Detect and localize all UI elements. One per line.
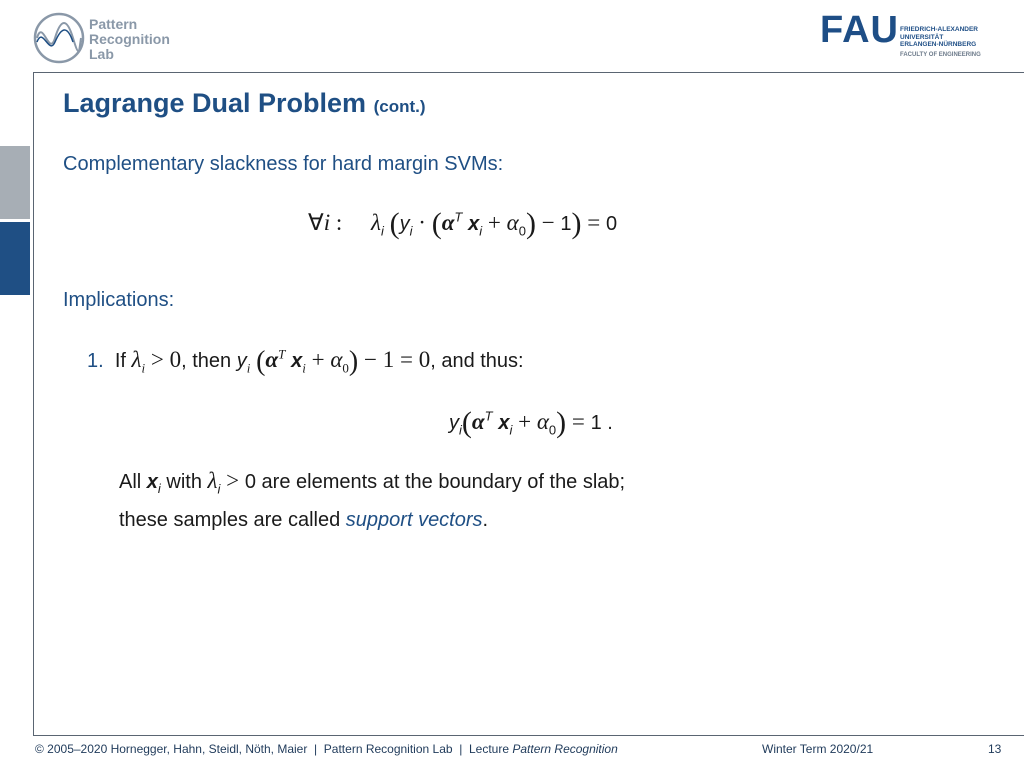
complementary-slackness-heading: Complementary slackness for hard margin SVMs: <box>63 153 504 175</box>
footer-lecture-name: Pattern Recognition <box>512 742 618 756</box>
pattern-recognition-lab-logo <box>33 12 193 68</box>
lambda-positive-condition: $\lambda_i > 0$ <box>131 347 182 376</box>
frame-bottom-rule <box>33 735 1024 736</box>
side-tab-grey <box>0 146 30 219</box>
lab-logo-text: Pattern Recognition Lab <box>89 16 170 62</box>
lambda-positive-symbol: $\lambda_i$ > <box>207 468 245 497</box>
complementary-slackness-equation: ∀i : $\lambda_i$ ($y_i \cdot (\alpha^T$ $x_i + \alpha_0) - 1) = 0$ <box>308 207 618 240</box>
x-i-symbol: x <box>146 471 158 493</box>
paragraph-line-1: All $x_i$ with $\lambda_i > 0$ are elements at the boundary of the slab; <box>119 468 626 497</box>
fau-university-name: FRIEDRICH-ALEXANDER UNIVERSITÄT ERLANGEN-NÜRNBERG <box>900 26 978 48</box>
margin-condition-equation: $y_i$ ($\alpha^T$ $x_i + \alpha_0) - 1 = 0$ <box>236 346 431 377</box>
fau-logo <box>820 9 995 62</box>
footer-copyright: © 2005–2020 Hornegger, Hahn, Steidl, Nöth, Maier | Pattern Recognition Lab | Lecture Pattern Recognition <box>35 742 618 756</box>
frame-left-rule <box>33 72 34 736</box>
paragraph-line-2: these samples are called support vectors. <box>119 508 489 531</box>
side-tab-blue <box>0 222 30 295</box>
support-vector-equation: $y_i(\alpha^T$ $x_i + \alpha_0) = 1$ . <box>449 406 613 439</box>
fau-wordmark: FAU <box>820 9 899 51</box>
footer-term: Winter Term 2020/21 <box>762 742 874 756</box>
page-number: 13 <box>988 742 1002 756</box>
slide-title: Lagrange Dual Problem (cont.) <box>63 88 426 118</box>
title-cont: (cont.) <box>373 97 426 116</box>
support-vector-paragraph <box>119 466 625 535</box>
frame-top-rule <box>33 72 1024 73</box>
item-number: 1. <box>87 350 104 372</box>
lab-logo-icon <box>33 12 85 64</box>
implication-item-1: 1. If $\lambda_i > 0$, then $y_i$ ($\alpha^T$ $x_i + \alpha_0) - 1 = 0$, and thus: <box>87 346 524 377</box>
implications-heading: Implications: <box>63 289 175 311</box>
fau-faculty: FACULTY OF ENGINEERING <box>900 52 981 58</box>
support-vectors-term: support vectors <box>345 508 483 531</box>
